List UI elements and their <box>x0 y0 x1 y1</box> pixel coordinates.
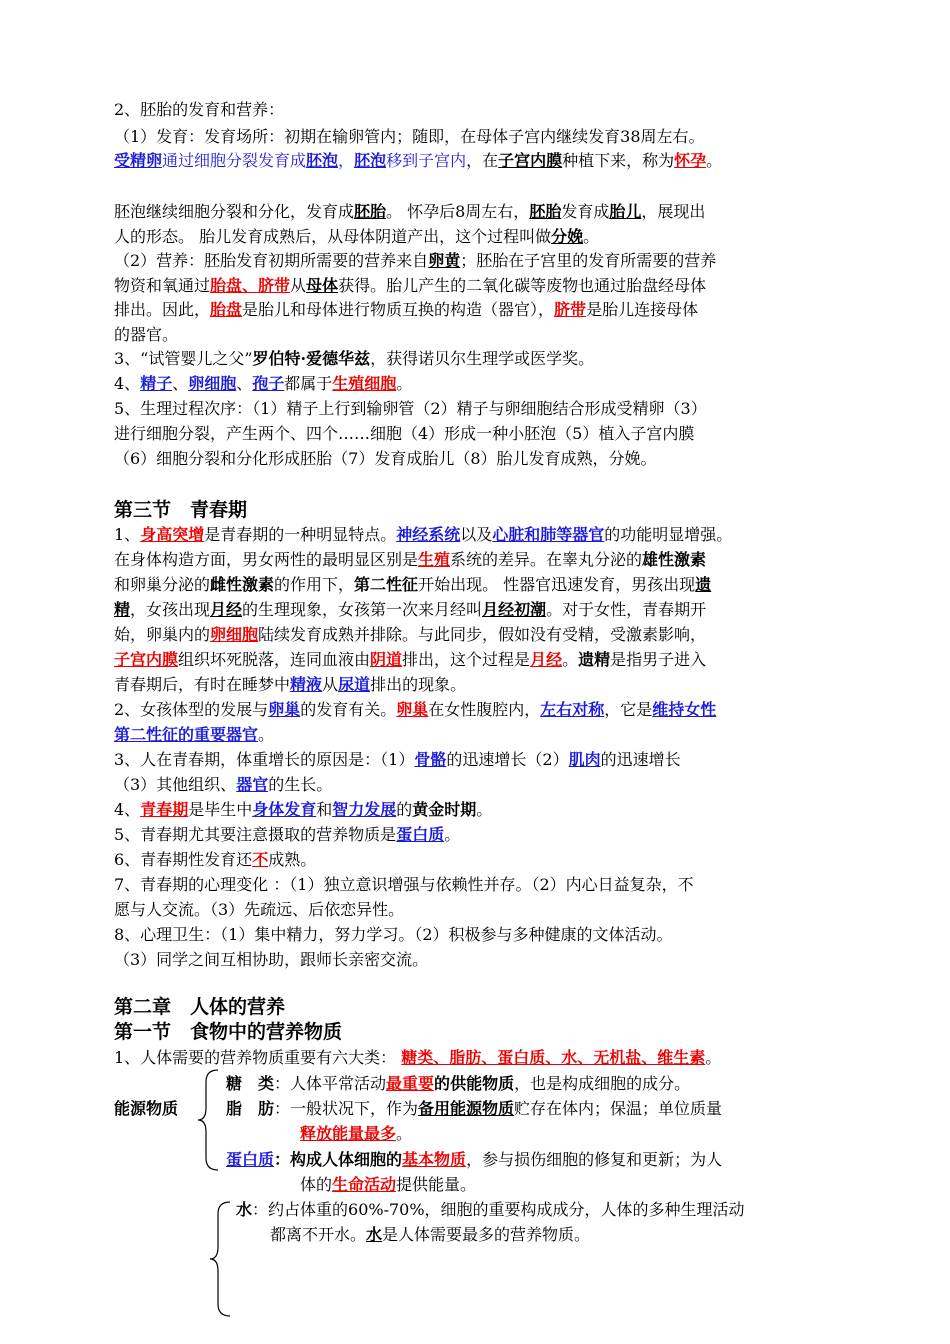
text-run: 的作用下， <box>274 575 355 594</box>
text-run: 2、胚胎的发育和营养： <box>114 100 285 119</box>
energy-brace <box>196 1068 222 1172</box>
text-run: 7、青春期的心理变化 ：（1）独立意识增强与依赖性并存。（2）内心日益复杂，不 <box>114 875 694 894</box>
text-line <box>114 825 460 845</box>
highlighted-term: 身高突增 <box>140 525 205 544</box>
highlighted-term: 胎盘、脐带 <box>210 276 291 295</box>
text-line <box>114 800 492 820</box>
highlighted-term: 青春期 <box>140 800 189 819</box>
highlighted-term: 脂 肪 <box>226 1099 275 1118</box>
text-run: （3）其他组织、 <box>114 775 237 794</box>
text-run: 和 <box>316 800 333 819</box>
text-line <box>114 900 404 920</box>
text-line <box>114 374 412 394</box>
highlighted-term: 阴道 <box>370 650 403 669</box>
text-run: ，参与损伤细胞的修复和更新；为人 <box>466 1150 723 1169</box>
highlighted-term: 供能物质 <box>450 1074 515 1093</box>
text-run: 都属于 <box>284 374 333 393</box>
highlighted-term: 孢子 <box>252 374 285 393</box>
text-run: 排出的现象。 <box>370 675 467 694</box>
text-run: 。 <box>562 650 579 669</box>
highlighted-term: 胚胎 <box>354 202 387 221</box>
text-run: 4、 <box>114 374 141 393</box>
text-run: 陆续发育成熟并排除。与此同步，假如没有受精，受激素影响， <box>258 625 707 644</box>
highlighted-term: 构成人体细胞的 <box>290 1150 403 1169</box>
text-run: ，女孩出现 <box>130 600 211 619</box>
text-line <box>114 925 673 945</box>
text-run: 1、人体需要的营养物质重要有六大类： <box>114 1048 402 1067</box>
highlighted-term: 卵巢 <box>396 700 429 719</box>
text-run: ：一般状况下，作为 <box>274 1099 419 1118</box>
text-run: 获得。胎儿产生的二氧化碳等废物也通过胎盘经母体 <box>338 276 707 295</box>
text-run: 。 <box>444 825 461 844</box>
text-run: 都离不开水。 <box>270 1225 367 1244</box>
highlighted-term: 蛋白质 <box>396 825 445 844</box>
text-run: 青春期后，有时在睡梦中 <box>114 675 291 694</box>
text-run: 5、青春期尤其要注意摄取的营养物质是 <box>114 825 397 844</box>
text-run: 开始出现。 性器官迅速发育，男孩出现 <box>418 575 696 594</box>
text-run: 和卵巢分泌的 <box>114 575 211 594</box>
text-run: 体的 <box>300 1175 333 1194</box>
highlighted-term: 肌肉 <box>568 750 601 769</box>
highlighted-term: 精子 <box>140 374 173 393</box>
highlighted-term: 第二性征 <box>354 575 419 594</box>
highlighted-term: 糖类、脂肪、蛋白质、水、无机盐、维生素 <box>401 1048 706 1067</box>
text-line <box>114 525 732 545</box>
highlighted-term: 受精卵 <box>114 151 163 170</box>
highlighted-term: 生殖细胞 <box>332 374 397 393</box>
text-run: ，获得诺贝尔生理学或医学奖。 <box>370 349 595 368</box>
text-line <box>114 750 681 770</box>
section-heading <box>114 500 247 520</box>
text-run: 是胎儿和母体进行物质互换的构造（器官）， <box>242 300 555 319</box>
text-line <box>114 575 711 595</box>
text-run: 3、人在青春期，体重增长的原因是：（1） <box>114 750 415 769</box>
text-line <box>114 399 707 419</box>
text-run: 在女性腹腔内， <box>428 700 541 719</box>
text-run: 的功能明显增强。 <box>604 525 733 544</box>
text-run: 是指男子进入 <box>610 650 707 669</box>
text-run: 4、 <box>114 800 141 819</box>
highlighted-term: 备用能源物质 <box>418 1099 515 1118</box>
text-run: 成熟。 <box>268 850 317 869</box>
text-run: 是毕生中 <box>188 800 253 819</box>
text-run: ，展现出 <box>641 202 706 221</box>
highlighted-term: 糖 类 <box>226 1074 275 1093</box>
text-line <box>114 875 694 895</box>
highlighted-term: 智力发展 <box>332 800 397 819</box>
highlighted-term: 释放能量最多 <box>300 1124 397 1143</box>
highlighted-term: ： <box>274 1150 291 1169</box>
text-run: 人的形态。 胎儿发育成熟后，从母体阴道产出，这个过程叫做 <box>114 227 552 246</box>
text-run: 2、女孩体型的发展与 <box>114 700 269 719</box>
text-run: 从 <box>322 675 339 694</box>
text-run: ，在 <box>466 151 499 170</box>
text-run: 排出。因此， <box>114 300 211 319</box>
highlighted-term: 卵细胞 <box>188 374 237 393</box>
highlighted-term: 怀孕 <box>674 151 707 170</box>
text-run: 第二章 人体的营养 <box>114 996 286 1018</box>
text-run: 物资和氧通过 <box>114 276 211 295</box>
highlighted-term: 分娩 <box>551 227 584 246</box>
text-run: 、 <box>236 374 253 393</box>
highlighted-term: 基本物质 <box>402 1150 467 1169</box>
highlighted-term: 胚泡 <box>354 151 387 170</box>
highlighted-term: 能源物质 <box>114 1099 179 1118</box>
text-line <box>114 775 332 795</box>
text-line <box>114 675 466 695</box>
text-run: ，也是构成细胞的成分。 <box>514 1074 691 1093</box>
text-line <box>114 202 705 222</box>
highlighted-term: 水 <box>366 1225 383 1244</box>
text-run: 。 <box>396 1124 413 1143</box>
text-run: 胚泡继续细胞分裂和分化，发育成 <box>114 202 355 221</box>
highlighted-term: 尿道 <box>338 675 371 694</box>
text-run: 、 <box>172 374 189 393</box>
highlighted-term: 身体发育 <box>252 800 317 819</box>
text-run: 排出，这个过程是 <box>402 650 531 669</box>
text-line <box>114 700 716 720</box>
text-line <box>114 1099 178 1119</box>
highlighted-term: 神经系统 <box>396 525 461 544</box>
text-run: ，它是 <box>604 700 653 719</box>
water-brace <box>208 1200 234 1318</box>
text-line <box>300 1124 412 1144</box>
highlighted-term: 生命活动 <box>332 1175 397 1194</box>
highlighted-term: 胚泡 <box>306 151 339 170</box>
text-run: 种植下来，称为 <box>562 151 675 170</box>
text-run: 。 <box>706 151 723 170</box>
text-run: 发育成 <box>561 202 610 221</box>
text-run: ：约占体重的60%-70%，细胞的重要构成成分，人体的多种生理活动 <box>252 1200 745 1219</box>
highlighted-term: 月经初潮 <box>482 600 547 619</box>
text-run: 第一节 食物中的营养物质 <box>114 1021 343 1043</box>
highlighted-term: 雌性激素 <box>210 575 275 594</box>
text-line <box>270 1225 590 1245</box>
text-run: 的迅速增长（2） <box>446 750 569 769</box>
highlighted-term: 第二性征的重要器官 <box>114 725 259 744</box>
text-line <box>114 600 706 620</box>
text-run: （3）同学之间互相协助，跟师长亲密交流。 <box>114 950 429 969</box>
text-run: （1）发育：发育场所：初期在输卵管内；随即，在母体子宫内继续发育38周左右。 <box>114 127 705 146</box>
text-line <box>226 1074 690 1094</box>
text-line <box>114 300 698 320</box>
highlighted-term: 生殖 <box>418 550 451 569</box>
highlighted-term: 最重要 <box>386 1074 435 1093</box>
text-line <box>114 424 694 444</box>
text-run: 的生长。 <box>268 775 333 794</box>
text-line <box>226 1150 722 1170</box>
text-run: 以及 <box>460 525 493 544</box>
text-run: 贮存在体内；保温；单位质量 <box>514 1099 723 1118</box>
section-heading <box>114 997 285 1017</box>
highlighted-term: 雄性激素 <box>642 550 707 569</box>
text-run: 6、青春期性发育还 <box>114 850 253 869</box>
text-run: 3、“试管婴儿之父” <box>114 349 253 368</box>
highlighted-term: 胎儿 <box>609 202 642 221</box>
highlighted-term: 月经 <box>530 650 563 669</box>
text-line <box>114 251 716 271</box>
text-run: 。对于女性，青春期开 <box>546 600 707 619</box>
text-run: 第三节 青春期 <box>114 499 248 521</box>
text-run: 组织坏死脱落，连同血液由 <box>178 650 371 669</box>
highlighted-term: 卵细胞 <box>210 625 259 644</box>
highlighted-term: 移到子宫内 <box>386 151 467 170</box>
highlighted-term: 卵黄 <box>428 251 461 270</box>
highlighted-term: 卵巢 <box>268 700 301 719</box>
text-line <box>114 550 706 570</box>
highlighted-term: 脐带 <box>554 300 587 319</box>
text-line <box>114 100 284 120</box>
text-run: 愿与人交流。（3）先疏远、后依恋异性。 <box>114 900 405 919</box>
text-run: 从 <box>290 276 307 295</box>
text-line <box>114 349 594 369</box>
highlighted-term: 罗伯特·爱德华兹 <box>252 349 371 368</box>
text-run: 。 <box>705 1048 722 1067</box>
text-run: 5、生理过程次序：（1）精子上行到输卵管（2）精子与卵细胞结合形成受精卵（3） <box>114 399 707 418</box>
highlighted-term: 不 <box>252 850 269 869</box>
text-run: 在身体构造方面，男女两性的最明显区别是 <box>114 550 419 569</box>
text-run: 的生理现象，女孩第一次来月经叫 <box>242 600 483 619</box>
text-line <box>114 449 657 469</box>
highlighted-term: 遗精 <box>578 650 611 669</box>
text-run: 的迅速增长 <box>600 750 681 769</box>
highlighted-term: 骨骼 <box>414 750 447 769</box>
text-line <box>114 625 706 645</box>
text-run: 。 <box>258 725 275 744</box>
highlighted-term: 左右对称 <box>540 700 605 719</box>
text-line <box>226 1099 722 1119</box>
text-run: 。 怀孕后8周左右， <box>386 202 530 221</box>
highlighted-term: 月经 <box>210 600 243 619</box>
highlighted-term: 蛋白质 <box>226 1150 275 1169</box>
text-line <box>114 325 178 345</box>
text-line <box>114 1048 721 1068</box>
highlighted-term: 心脏和肺等器官 <box>492 525 605 544</box>
text-run: 的器官。 <box>114 325 179 344</box>
text-run: 始，卵巢内的 <box>114 625 211 644</box>
text-run: 是青春期的一种明显特点。 <box>204 525 397 544</box>
text-line <box>236 1200 745 1220</box>
highlighted-term: 母体 <box>306 276 339 295</box>
highlighted-term: 通过细胞分裂发育成 <box>162 151 307 170</box>
text-run: （2）营养：胚胎发育初期所需要的营养来自 <box>114 251 429 270</box>
highlighted-term: 子宫内膜 <box>114 650 179 669</box>
highlighted-term: 精液 <box>290 675 323 694</box>
text-line <box>114 227 599 247</box>
text-run: 。 <box>583 227 600 246</box>
text-run: 。 <box>396 374 413 393</box>
text-line <box>114 127 705 147</box>
section-heading <box>114 1022 342 1042</box>
text-run: 是胎儿连接母体 <box>586 300 699 319</box>
highlighted-term: 遗 <box>695 575 712 594</box>
text-line <box>114 276 706 296</box>
text-line <box>114 725 274 745</box>
text-run: 系统的差异。在睾丸分泌的 <box>450 550 643 569</box>
highlighted-term: 胎盘 <box>210 300 243 319</box>
text-line <box>114 151 722 171</box>
highlighted-term: 子宫内膜 <box>498 151 563 170</box>
text-run: 8、心理卫生：（1）集中精力，努力学习。（2）积极参与多种健康的文体活动。 <box>114 925 673 944</box>
highlighted-term: ， <box>338 151 355 170</box>
text-run: 是人体需要最多的营养物质。 <box>382 1225 591 1244</box>
text-run: 。 <box>476 800 493 819</box>
highlighted-term: 的 <box>434 1074 451 1093</box>
highlighted-term: 水 <box>236 1200 253 1219</box>
highlighted-term: 黄金时期 <box>412 800 477 819</box>
text-run: 的 <box>396 800 413 819</box>
highlighted-term: 胚胎 <box>529 202 562 221</box>
text-run: 的发育有关。 <box>300 700 397 719</box>
highlighted-term: 维持女性 <box>652 700 717 719</box>
highlighted-term: 精 <box>114 600 131 619</box>
highlighted-term: 器官 <box>236 775 269 794</box>
text-run: 进行细胞分裂，产生两个、四个……细胞（4）形成一种小胚泡（5）植入子宫内膜 <box>114 424 695 443</box>
text-run: ：人体平常活动 <box>274 1074 387 1093</box>
text-run: （6）细胞分裂和分化形成胚胎（7）发育成胎儿（8）胎儿发育成熟，分娩。 <box>114 449 657 468</box>
text-run: ；胚胎在子宫里的发育所需要的营养 <box>460 251 717 270</box>
text-run: 1、 <box>114 525 141 544</box>
text-line <box>114 850 316 870</box>
text-line <box>300 1175 476 1195</box>
text-line <box>114 950 428 970</box>
text-line <box>114 650 706 670</box>
text-run: 提供能量。 <box>396 1175 477 1194</box>
